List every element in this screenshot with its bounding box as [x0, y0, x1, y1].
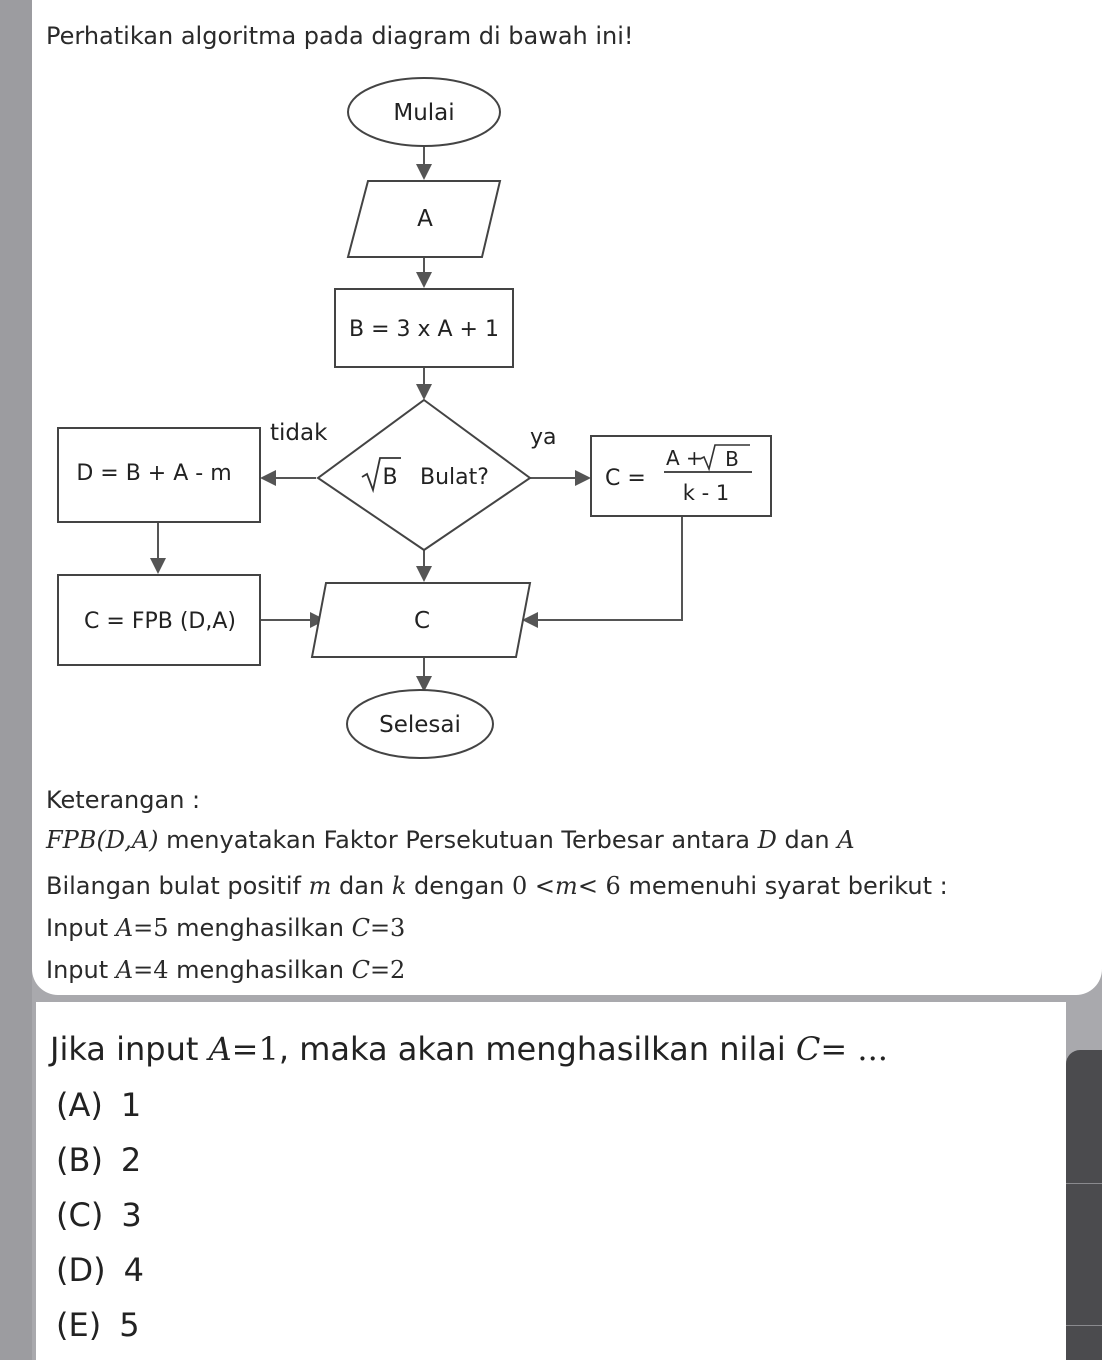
ex1-eq-c: = — [369, 914, 391, 942]
option-d-label: (D) — [56, 1251, 106, 1289]
question-eq: = — [231, 1030, 259, 1068]
instruction-title: Perhatikan algoritma pada diagram di bawah ini! — [46, 22, 634, 50]
option-e-label: (E) — [56, 1306, 102, 1344]
inequality-upper: < 6 — [577, 872, 621, 900]
process-b-label: B = 3 x A + 1 — [349, 317, 499, 342]
note2-var-k: k — [391, 872, 407, 900]
option-b[interactable] — [56, 1141, 141, 1179]
note-example-1 — [46, 914, 405, 942]
connector-c-output — [524, 517, 682, 620]
note2-and: dan — [339, 872, 385, 900]
note2-text-c: memenuhi syarat berikut : — [628, 872, 948, 900]
ex1-var-a: A — [115, 914, 134, 942]
ex2-var-a: A — [115, 956, 134, 984]
note-and: dan — [784, 826, 830, 854]
fpb-label: C = FPB (D,A) — [84, 609, 236, 634]
ex1-eq-a: = — [133, 914, 154, 942]
note2-var-m: m — [308, 872, 332, 900]
c-denominator: k - 1 — [682, 481, 730, 505]
ex1-result-word: menghasilkan — [176, 914, 344, 942]
ex2-input-word: Input — [46, 956, 109, 984]
right-side-panel — [1066, 1050, 1102, 1360]
ex2-result-value: 2 — [390, 956, 406, 984]
option-e-value: 5 — [119, 1306, 140, 1344]
note2-text-b: dengan — [414, 872, 505, 900]
question-var-c: C — [795, 1030, 821, 1068]
inequality-var-m: m — [555, 872, 578, 900]
decision-label: Bulat? — [420, 465, 489, 490]
ex1-input-value: 5 — [153, 914, 169, 942]
decision-sqrt-label: B — [382, 465, 398, 490]
ex1-var-c: C — [351, 914, 370, 942]
note-example-2 — [46, 956, 405, 984]
output-label: C — [413, 608, 431, 634]
ex2-eq-c: = — [369, 956, 391, 984]
question-middle: , maka akan menghasilkan nilai — [278, 1030, 786, 1068]
fpb-expression: FPB(D,A) — [46, 826, 159, 854]
option-e[interactable] — [56, 1306, 140, 1344]
option-a-value: 1 — [120, 1086, 142, 1124]
start-label: Mulai — [393, 100, 455, 126]
option-c-value: 3 — [121, 1196, 142, 1234]
question-prefix: Jika input — [50, 1030, 199, 1068]
note-fpb-definition — [46, 826, 855, 854]
ex2-result-word: menghasilkan — [176, 956, 344, 984]
option-d-value: 4 — [123, 1251, 144, 1289]
no-branch-label: tidak — [270, 420, 328, 446]
note-var-a: A — [837, 826, 855, 854]
option-a[interactable] — [56, 1086, 141, 1124]
question-suffix: = ... — [820, 1030, 888, 1068]
fpb-description: menyatakan Faktor Persekutuan Terbesar antara — [166, 826, 750, 854]
question-var-a: A — [208, 1030, 232, 1068]
note-var-d: D — [757, 826, 777, 854]
option-c[interactable] — [56, 1196, 142, 1234]
yes-branch-label: ya — [530, 425, 557, 450]
c-numerator-b: B — [725, 447, 739, 471]
ex2-var-c: C — [351, 956, 370, 984]
inequality-lower: 0 < — [512, 872, 556, 900]
ex1-input-word: Input — [46, 914, 109, 942]
ex2-input-value: 4 — [153, 956, 169, 984]
option-b-value: 2 — [120, 1141, 142, 1179]
question-text — [50, 1030, 888, 1068]
note2-text-a: Bilangan bulat positif — [46, 872, 301, 900]
notes-heading: Keterangan : — [46, 786, 201, 814]
option-b-label: (B) — [56, 1141, 103, 1179]
ex2-eq-a: = — [133, 956, 154, 984]
c-numerator-a: A + — [666, 446, 703, 470]
option-a-label: (A) — [56, 1086, 103, 1124]
note-positive-integers — [46, 872, 948, 900]
end-label: Selesai — [379, 712, 461, 738]
question-a-value: 1 — [258, 1030, 279, 1068]
option-c-label: (C) — [56, 1196, 104, 1234]
input-label: A — [417, 206, 433, 232]
process-d-label: D = B + A - m — [76, 461, 232, 486]
option-d[interactable] — [56, 1251, 144, 1289]
ex1-result-value: 3 — [390, 914, 406, 942]
c-prefix-label: C = — [605, 466, 646, 491]
